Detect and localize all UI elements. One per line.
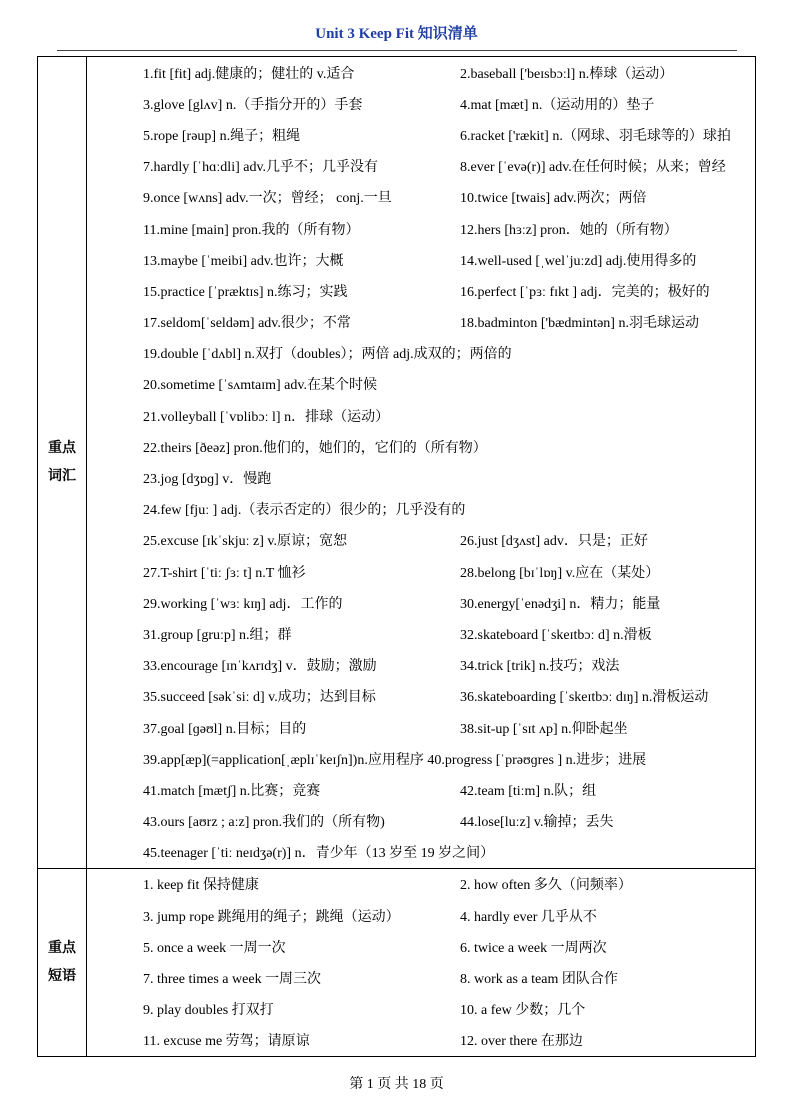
phrase-row <box>143 900 755 931</box>
vocab-row <box>143 650 755 681</box>
vocab-entry: 31.group [gruːp] n.组；群 <box>143 627 292 643</box>
vocab-entry: 6.racket ['rækit] n.（网球、羽毛球等的）球拍 <box>460 128 731 144</box>
phrase-row <box>143 1025 755 1056</box>
vocab-row <box>143 712 755 743</box>
knowledge-table <box>37 56 756 1057</box>
vocab-entry: 38.sit-up [ˈsɪt ʌp] n.仰卧起坐 <box>460 721 628 737</box>
phrase-entry: 4. hardly ever 几乎从不 <box>460 909 597 925</box>
phrase-label-line-2: 短语 <box>48 968 76 985</box>
vocab-entry: 13.maybe [ˈmeibi] adv.也许；大概 <box>143 253 344 269</box>
phrase-entry: 2. how often 多久（问频率） <box>460 878 632 894</box>
phrase-list <box>87 868 756 1056</box>
vocab-row <box>143 494 755 525</box>
vocab-entry: 11.mine [main] pron.我的（所有物） <box>143 222 360 238</box>
vocab-entry: 19.double [ˈdʌbl] n.双打（doubles）；两倍 adj.成双的；两倍的 <box>143 347 512 363</box>
vocab-entry: 24.few [fjuː ] adj.（表示否定的）很少的；几乎没有的 <box>143 503 466 519</box>
phrase-row <box>143 869 755 900</box>
phrase-entry: 6. twice a week 一周两次 <box>460 940 607 956</box>
vocab-row <box>143 681 755 712</box>
vocab-entry: 35.succeed [səkˈsiː d] v.成功；达到目标 <box>143 690 376 706</box>
vocab-entry: 23.jog [dʒɒɡ] v．慢跑 <box>143 472 272 488</box>
phrase-label-line-1: 重点 <box>48 940 76 957</box>
vocab-row <box>143 587 755 618</box>
phrase-entry: 12. over there 在那边 <box>460 1034 583 1050</box>
vocab-row <box>143 806 755 837</box>
vocab-entry: 42.team [tiːm] n.队；组 <box>460 783 597 799</box>
vocab-entry: 43.ours [aʊrz ; aːz] pron.我们的（所有物) <box>143 815 385 831</box>
vocab-entry: 20.sometime [ˈsʌmtaɪm] adv.在某个时候 <box>143 378 377 394</box>
vocab-row <box>143 400 755 431</box>
vocab-entry: 22.theirs [ðeəz] pron.他们的，她们的，它们的（所有物） <box>143 440 487 456</box>
vocab-entry: 30.energy[ˈenədʒi] n．精力；能量 <box>460 596 661 612</box>
vocab-row <box>143 525 755 556</box>
vocab-entry: 7.hardly [ˈhɑːdli] adv.几乎不；几乎没有 <box>143 160 379 176</box>
vocab-entry: 18.badminton ['bædmintən] n.羽毛球运动 <box>460 316 699 332</box>
page-footer: 第 1 页 共 18 页 <box>349 1077 444 1092</box>
phrase-row <box>143 994 755 1025</box>
vocab-entry: 1.fit [fit] adj.健康的；健壮的 v.适合 <box>143 66 355 82</box>
vocab-row <box>143 462 755 493</box>
vocab-entry: 41.match [mætʃ] n.比赛；竞赛 <box>143 783 321 799</box>
vocab-row <box>143 151 755 182</box>
vocab-entry: 37.goal [ɡəʊl] n.目标；目的 <box>143 721 307 737</box>
vocab-entry: 14.well-used [ˌwelˈjuːzd] adj.使用得多的 <box>460 253 697 269</box>
vocab-entry: 28.belong [bɪˈlɒŋ] v.应在（某处） <box>460 565 660 581</box>
vocab-row <box>143 743 755 774</box>
vocab-row <box>143 774 755 805</box>
page-title: Unit 3 Keep Fit 知识清单 <box>315 26 478 42</box>
vocab-label-line-2: 词汇 <box>48 468 76 485</box>
vocab-row <box>143 57 755 88</box>
vocab-entry: 44.lose[luːz] v.输掉；丢失 <box>460 815 614 831</box>
vocab-row <box>143 119 755 150</box>
vocab-entry: 8.ever [ˈevə(r)] adv.在任何时候；从来；曾经 <box>460 160 726 176</box>
vocab-row <box>143 618 755 649</box>
vocab-row <box>143 88 755 119</box>
vocab-row <box>143 182 755 213</box>
vocab-entry: 32.skateboard [ˈskeɪtbɔː d] n.滑板 <box>460 627 652 643</box>
vocab-entry: 12.hers [hɜːz] pron．她的（所有物） <box>460 222 678 238</box>
vocab-row <box>143 338 755 369</box>
phrase-entry: 3. jump rope 跳绳用的绳子；跳绳（运动） <box>143 909 400 925</box>
vocab-entry: 9.once [wʌns] adv.一次；曾经； conj.一旦 <box>143 191 392 207</box>
vocab-list <box>87 57 756 869</box>
phrase-section <box>38 868 756 1056</box>
vocab-entry: 5.rope [rəup] n.绳子；粗绳 <box>143 128 301 144</box>
vocab-entry: 36.skateboarding [ˈskeɪtbɔː dɪŋ] n.滑板运动 <box>460 690 709 706</box>
vocab-row <box>143 556 755 587</box>
vocab-entry: 39.app[æp](=application[ˌæplɪˈkeɪʃn])n.应用程序 40.progress [ˈprəʊɡres ] n.进步；进展 <box>143 752 647 768</box>
vocab-entry: 21.volleyball [ˈvɒlibɔː l] n．排球（运动） <box>143 409 390 425</box>
vocab-entry: 25.excuse [ɪkˈskjuː z] v.原谅；宽恕 <box>143 534 347 550</box>
phrase-entry: 7. three times a week 一周三次 <box>143 972 322 988</box>
phrase-entry: 9. play doubles 打双打 <box>143 1003 274 1019</box>
vocab-row <box>143 369 755 400</box>
vocab-entry: 4.mat [mæt] n.（运动用的）垫子 <box>460 97 655 113</box>
phrase-entry: 10. a few 少数；几个 <box>460 1003 586 1019</box>
vocab-entry: 15.practice [ˈpræktɪs] n.练习；实践 <box>143 284 348 300</box>
vocab-row <box>143 213 755 244</box>
vocab-row <box>143 244 755 275</box>
vocab-entry: 45.teenager [ˈtiː neɪdʒə(r)] n．青少年（13 岁至 19 岁之间） <box>143 846 495 862</box>
vocab-row <box>143 837 755 868</box>
vocab-entry: 10.twice [twais] adv.两次；两倍 <box>460 191 647 207</box>
vocab-entry: 3.glove [glʌv] n.（手指分开的）手套 <box>143 97 363 113</box>
vocab-entry: 29.working [ˈwɜː kɪŋ] adj．工作的 <box>143 596 343 612</box>
phrase-label <box>38 868 87 1056</box>
vocab-row <box>143 275 755 306</box>
vocab-row <box>143 307 755 338</box>
vocab-entry: 33.encourage [ɪnˈkʌrɪdʒ] v．鼓励；激励 <box>143 659 377 675</box>
vocab-entry: 26.just [dʒʌst] adv．只是；正好 <box>460 534 648 550</box>
vocab-label-line-1: 重点 <box>48 440 76 457</box>
vocab-entry: 34.trick [trik] n.技巧；戏法 <box>460 659 620 675</box>
vocab-entry: 27.T-shirt [ˈtiː ʃɜː t] n.T 恤衫 <box>143 565 306 581</box>
phrase-row <box>143 931 755 962</box>
phrase-entry: 8. work as a team 团队合作 <box>460 972 618 988</box>
vocab-entry: 2.baseball ['beɪsbɔːl] n.棒球（运动） <box>460 66 674 82</box>
vocab-label <box>38 57 87 869</box>
header-rule <box>57 50 737 51</box>
vocab-entry: 17.seldom[ˈseldəm] adv.很少；不常 <box>143 316 351 332</box>
phrase-entry: 11. excuse me 劳驾；请原谅 <box>143 1034 310 1050</box>
vocab-row <box>143 431 755 462</box>
phrase-entry: 1. keep fit 保持健康 <box>143 878 259 894</box>
vocab-section <box>38 57 756 869</box>
vocab-entry: 16.perfect [ˈpɜː fɪkt ] adj．完美的；极好的 <box>460 284 710 300</box>
phrase-entry: 5. once a week 一周一次 <box>143 940 286 956</box>
phrase-row <box>143 962 755 993</box>
